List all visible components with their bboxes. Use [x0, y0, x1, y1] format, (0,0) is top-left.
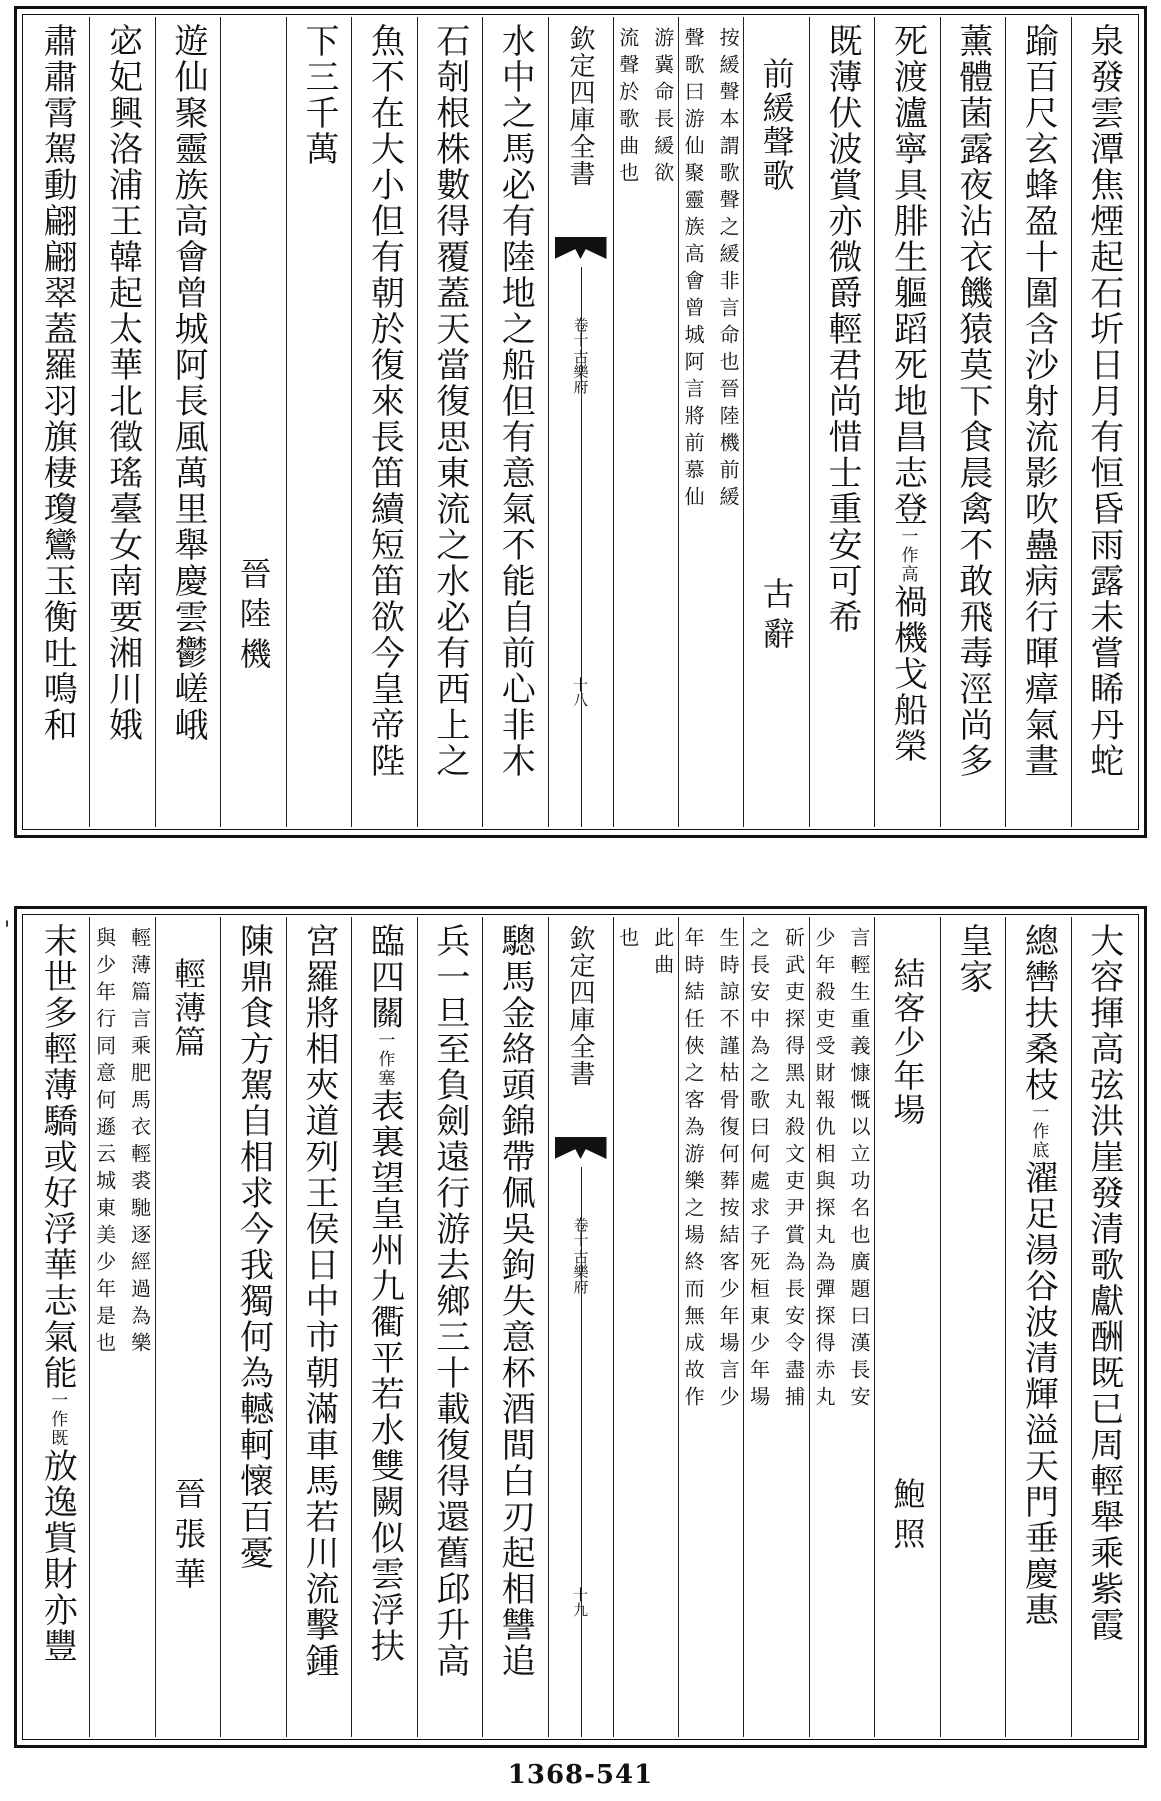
commentary-line: 生時諒不謹枯骨復何葬按結客少年場言少	[716, 927, 741, 1413]
text-column: 兵一旦至負劍遠行游去鄉三十載復得還舊邱升高	[429, 923, 470, 1679]
lower-column	[1005, 917, 1070, 1737]
upper-page-columns	[25, 17, 1136, 827]
commentary-line: 斫武吏探得黑丸殺文吏尹賞為長安令盡捕	[781, 927, 806, 1413]
upper-column	[678, 17, 743, 827]
upper-column	[220, 17, 285, 827]
poem-author: 晉張華	[169, 1477, 208, 1597]
commentary-line: 言輕生重義慷慨以立功名也廣題曰漢長安	[847, 927, 872, 1413]
lower-column	[940, 917, 1005, 1737]
text-column: 宮羅將相夾道列王侯日中市朝滿車馬若川流擊鍾	[298, 923, 339, 1679]
commentary-line: 輕薄篇言乘肥馬衣輕裘馳逐經過為樂	[127, 927, 152, 1359]
lower-column	[220, 917, 285, 1737]
inline-variant-note: 一作既	[47, 1391, 68, 1448]
text-run: 禍機戈船榮	[887, 584, 928, 764]
text-column: 水中之馬必有陸地之船但有意氣不能自前心非木	[495, 23, 536, 779]
lower-column	[155, 917, 220, 1737]
text-run: 死渡瀘寧具腓生軀蹈死地昌志登	[887, 23, 928, 527]
upper-column	[482, 17, 547, 827]
lower-column	[548, 917, 613, 1737]
text-column: 魚不在大小但有朝於復來長笛續短笛欲今皇帝陛	[364, 23, 405, 779]
text-column	[1018, 923, 1059, 1628]
page-number-footer: 1368-541	[507, 1760, 654, 1790]
commentary-line: 游冀命長緩欲	[650, 27, 675, 189]
text-run: 表裏望皇州九衢平若水雙闕似雲浮扶	[364, 1088, 405, 1664]
text-column: 石剞根株數得覆蓋天當復思東流之水必有西上之	[429, 23, 470, 779]
text-column	[364, 923, 405, 1664]
lower-column	[89, 917, 154, 1737]
text-column: 大容揮高弦洪崖發清歌獻酬既已周輕舉乘紫霞	[1083, 923, 1124, 1643]
commentary-note	[679, 927, 743, 1737]
folio-number: 十八	[571, 677, 589, 707]
lower-column	[1071, 917, 1136, 1737]
lower-column	[743, 917, 808, 1737]
text-column	[887, 23, 928, 764]
lower-column	[613, 917, 678, 1737]
commentary-note	[614, 927, 678, 1737]
upper-column	[25, 17, 89, 827]
text-column: 踰百尺玄蜂盈十圍含沙射流影吹蠱病行暉瘴氣晝	[1018, 23, 1059, 779]
upper-column	[286, 17, 351, 827]
lower-column	[286, 917, 351, 1737]
stray-mark: '	[4, 918, 11, 943]
upper-column	[548, 17, 613, 827]
section-part: 卷十	[571, 317, 590, 347]
lower-column	[417, 917, 482, 1737]
poem-title: 結客少年場	[888, 957, 927, 1127]
section-label	[572, 317, 590, 394]
lower-column	[482, 917, 547, 1737]
fish-tail-mark	[555, 1137, 607, 1159]
upper-column	[743, 17, 808, 827]
book-title: 欽定四庫全書	[565, 25, 595, 187]
commentary-line: 與少年行同意何遜云城東美少年是也	[92, 927, 117, 1359]
fish-tail-mark	[555, 237, 607, 259]
text-column: 薰體菌露夜沾衣饑猿莫下食晨禽不敢飛毒涇尚多	[952, 23, 993, 779]
upper-page	[14, 6, 1147, 838]
lower-column	[874, 917, 939, 1737]
book-title: 欽定四庫全書	[565, 925, 595, 1087]
poem-title: 前緩聲歌	[757, 57, 796, 193]
upper-column	[1071, 17, 1136, 827]
upper-column	[1005, 17, 1070, 827]
commentary-note	[614, 27, 678, 827]
commentary-line: 少年殺吏受財報仇相與探丸為彈探得赤丸	[812, 927, 837, 1413]
lower-page	[14, 906, 1147, 1748]
poem-title: 輕薄篇	[169, 957, 208, 1059]
text-column	[37, 923, 78, 1664]
lower-column	[678, 917, 743, 1737]
text-run: 濯足湯谷波清輝溢天門垂慶惠	[1018, 1160, 1059, 1628]
commentary-note	[744, 927, 808, 1737]
commentary-line: 年時結任俠之客為游樂之場終而無成故作	[681, 927, 706, 1413]
text-column: 陳鼎食方駕自相求今我獨何為轗軻懷百憂	[233, 923, 274, 1571]
upper-column	[940, 17, 1005, 827]
text-column: 宓妃興洛浦王韓起太華北徵瑤臺女南要湘川娥	[102, 23, 143, 743]
commentary-line: 流聲於歌曲也	[615, 27, 640, 189]
lower-column	[25, 917, 89, 1737]
inline-variant-note: 一作高	[897, 527, 918, 584]
lower-column	[351, 917, 416, 1737]
upper-column	[351, 17, 416, 827]
inline-variant-note: 一作底	[1028, 1103, 1049, 1160]
text-run: 臨四關	[364, 923, 405, 1031]
text-column: 皇家	[952, 923, 993, 995]
commentary-line: 也	[615, 927, 640, 954]
text-column: 肅肅霄駕動翩翩翠蓋羅羽旗棲瓊鸞玉衡吐鳴和	[37, 23, 78, 743]
text-column: 下三千萬	[298, 23, 339, 167]
upper-column	[89, 17, 154, 827]
upper-column	[613, 17, 678, 827]
text-column: 既薄伏波賞亦微爵輕君尚惜士重安可希	[822, 23, 863, 635]
upper-column	[874, 17, 939, 827]
poem-author: 鮑照	[888, 1477, 927, 1557]
section-label	[572, 1217, 590, 1294]
section-part: 古樂府	[571, 1249, 590, 1294]
upper-column	[155, 17, 220, 827]
commentary-line: 按緩聲本謂歌聲之緩非言命也晉陸機前緩	[716, 27, 741, 513]
inline-variant-note: 一作塞	[374, 1031, 395, 1088]
poem-author: 晉陸機	[234, 557, 273, 677]
lower-page-columns	[25, 917, 1136, 1737]
commentary-line: 之長安中為之歌曰何處求子死桓東少年場	[746, 927, 771, 1413]
lower-column	[809, 917, 874, 1737]
commentary-note	[679, 27, 743, 827]
upper-column	[417, 17, 482, 827]
commentary-line: 此曲	[650, 927, 675, 981]
commentary-note	[90, 927, 154, 1737]
text-run: 總轡扶桑枝	[1018, 923, 1059, 1103]
section-part: 古樂府	[571, 349, 590, 394]
text-column: 泉發雲潭焦煙起石圻日月有恒昏雨露未嘗睎丹蛇	[1083, 23, 1124, 779]
text-run: 末世多輕薄驕或好浮華志氣能	[37, 923, 78, 1391]
text-run: 放逸貲財亦豐	[37, 1448, 78, 1664]
poem-author: 古辭	[757, 577, 796, 657]
upper-column	[809, 17, 874, 827]
text-column: 驄馬金絡頭錦帶佩吳鉤失意杯酒間白刃起相讐追	[495, 923, 536, 1679]
section-part: 卷十	[571, 1217, 590, 1247]
folio-number: 十九	[571, 1587, 589, 1617]
text-column: 遊仙聚靈族高會曾城阿長風萬里舉慶雲鬱嵯峨	[168, 23, 209, 743]
commentary-note	[810, 927, 874, 1737]
commentary-line: 聲歌曰游仙聚靈族高會曾城阿言將前慕仙	[681, 27, 706, 513]
